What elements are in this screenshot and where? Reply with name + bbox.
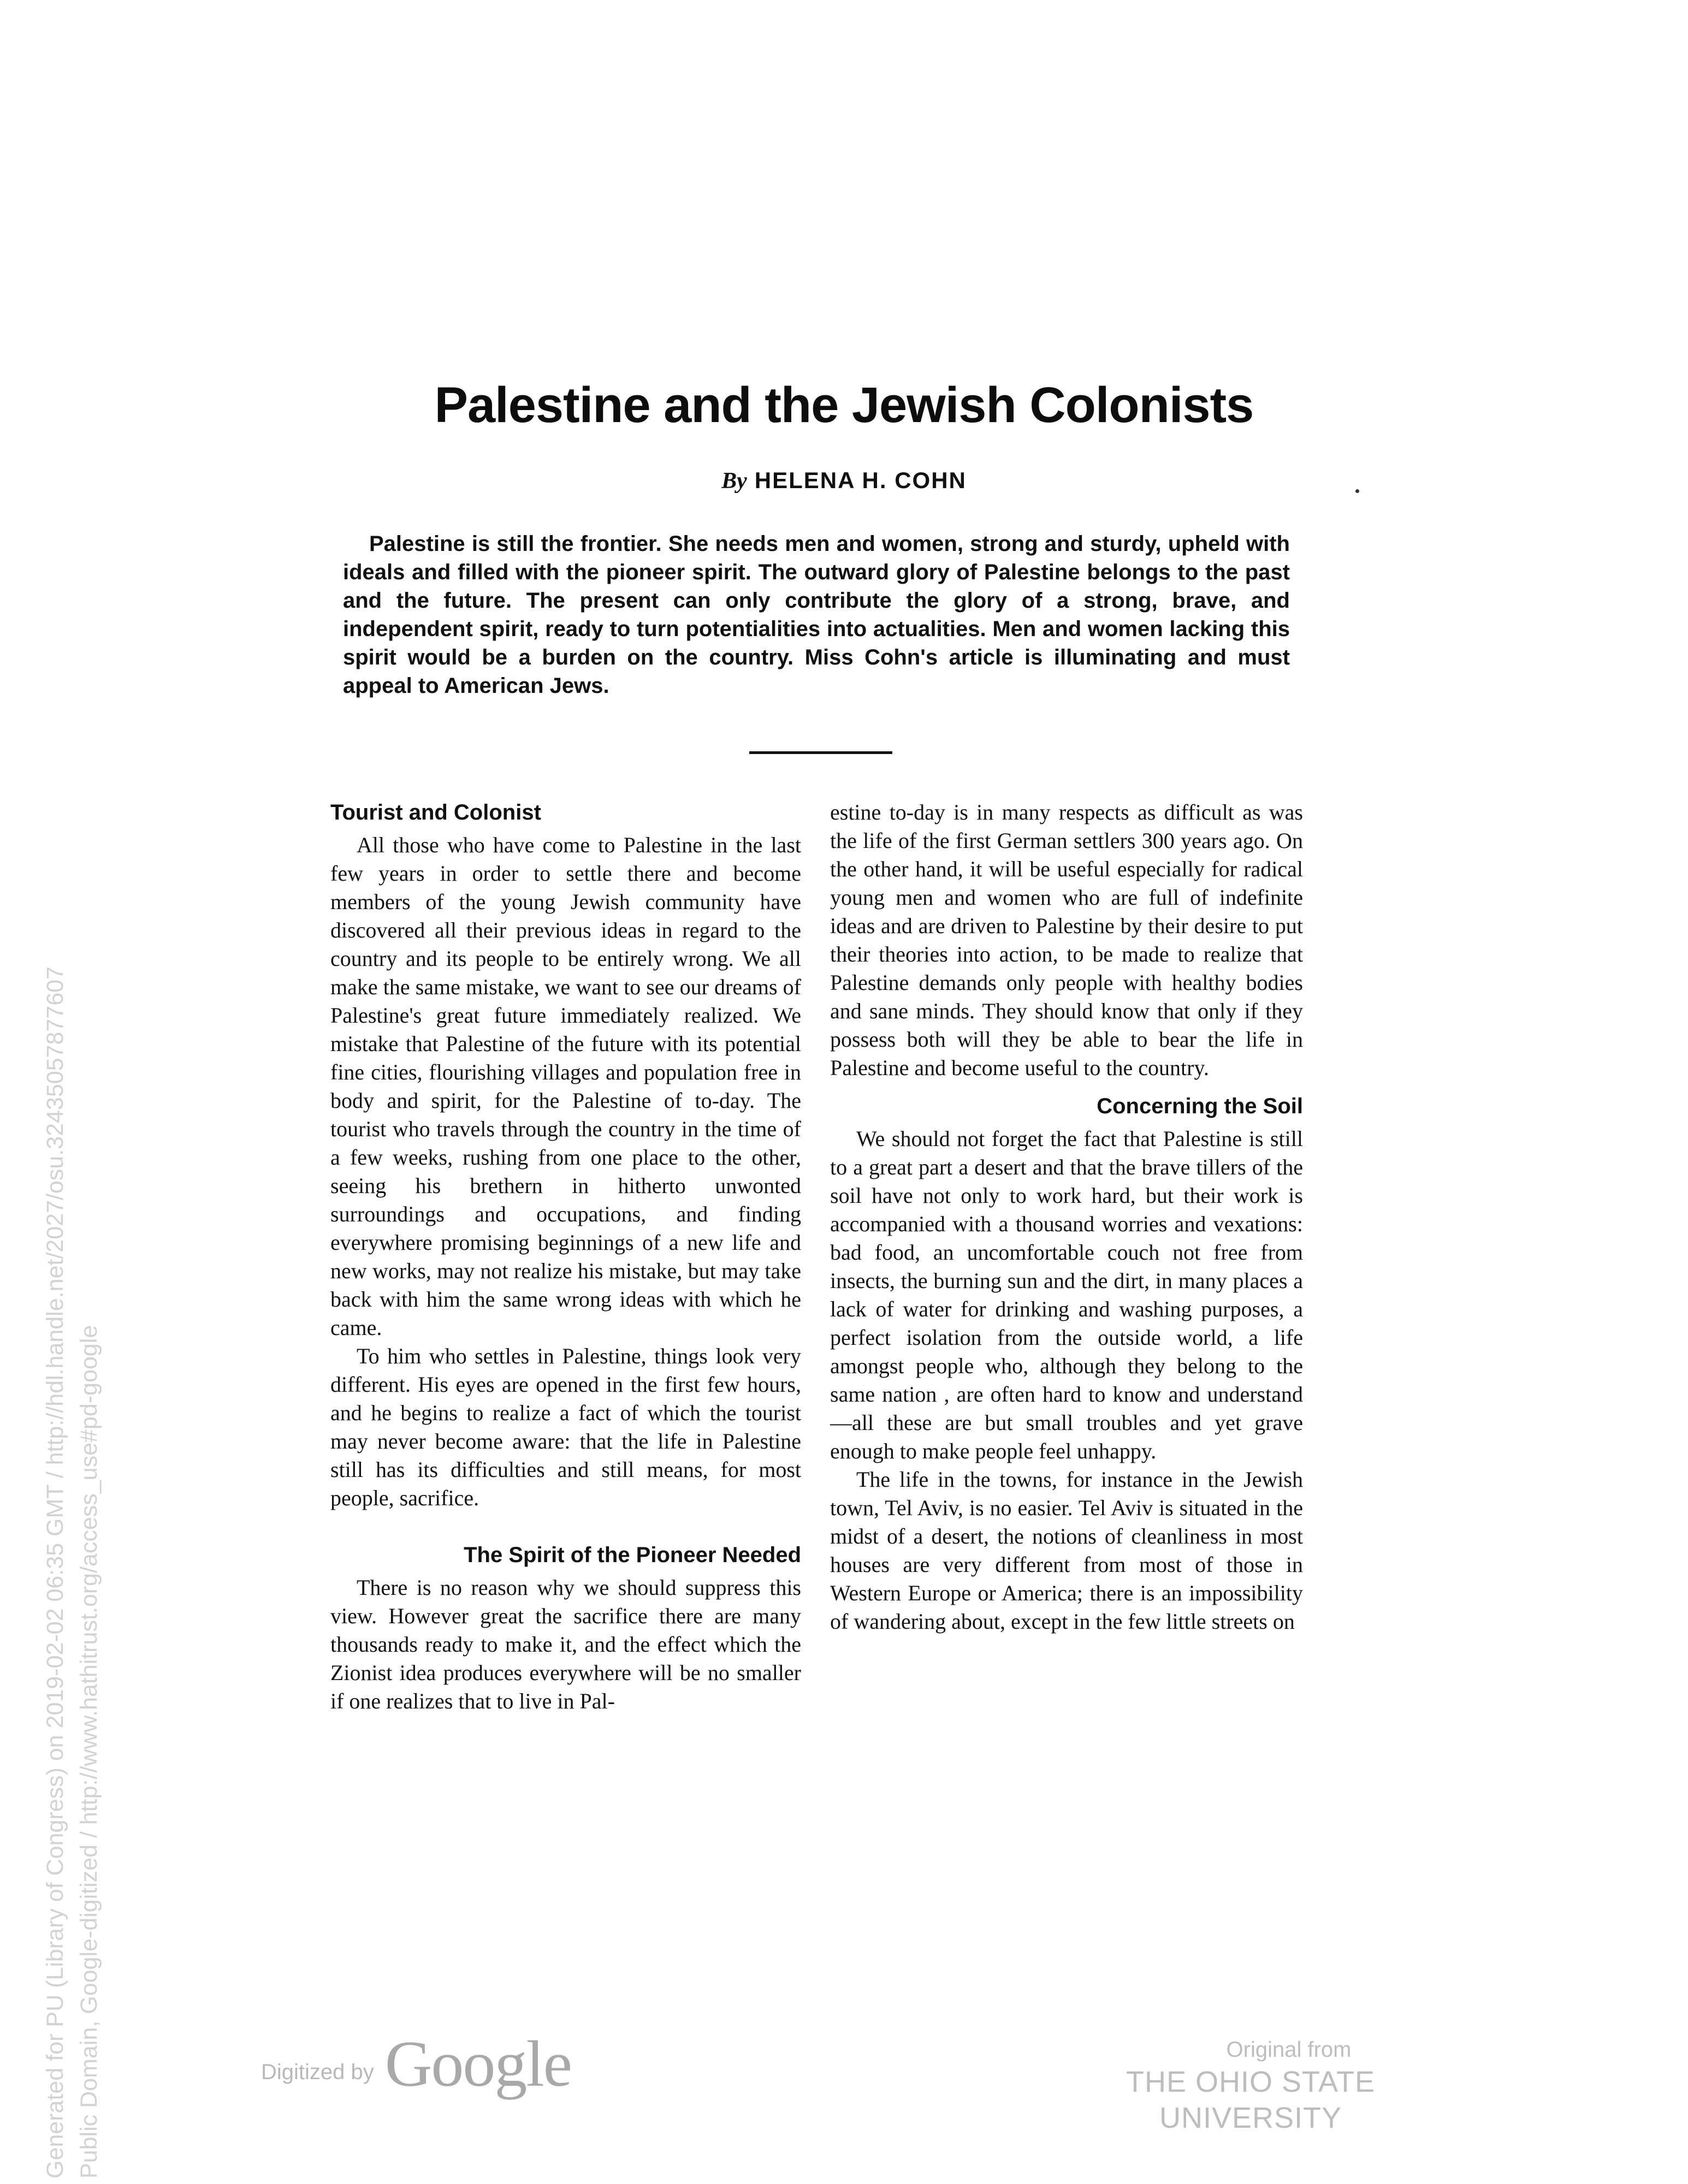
left-column xyxy=(330,798,801,1716)
paragraph-soil: We should not forget the fact that Palestine is still to a great part a desert and that the brave tillers of the soil have not only to work hard, but their work is accompanied with a thousand worries and vexations: bad food, an uncomfortable couch not free from insects, the burning sun and the dirt, in many places a lack of water for drinking and washing purposes, a perfect isolation from the outside world, a life amongst people who, although they belong to the same nation , are often hard to know and understand—all these are but small troubles and yet grave enough to make people feel unhappy. xyxy=(830,1126,1303,1463)
article-intro: Palestine is still the frontier. She needs men and women, strong and sturdy, upheld with ideals and filled with the pioneer spirit. The outward glory of Palestine belongs to the past and the future. The present can only contribute the glory of a strong, brave, and independent spirit, ready to turn potentialities into actualities. Men and women lacking this spirit would be a burden on the country. Miss Cohn's article is illuminating and must appeal to American Jews. xyxy=(343,532,1290,698)
paragraph-pioneer: There is no reason why we should suppress this view. However great the sacrifice there are many thousands ready to make it, and the effect which the Zionist idea produces everywhere will be no smaller if one realizes that to live in Pal- xyxy=(330,1575,801,1713)
article-title: Palestine and the Jewish Colonists xyxy=(434,377,1254,433)
section-divider xyxy=(749,751,892,754)
byline xyxy=(0,467,1688,494)
original-from xyxy=(1038,2035,1464,2136)
paragraph-continued: estine to-day is in many respects as difficult as was the life of the first German settlers 300 years ago. On the other hand, it will be useful especially for radical young men and women who are full of indefinite ideas and are driven to Palestine by their desire to put their theories into action, to be made to realize that Palestine demands only people with healthy bodies and sane minds. They should know that only if they possess both will they be able to bear the life in Palestine and become useful to the country. xyxy=(830,800,1303,1080)
university-name: THE OHIO STATE UNIVERSITY xyxy=(1126,2066,1376,2134)
paragraph-tourist: All those who have come to Palestine in the last few years in order to settle there and become members of the young Jewish community have discovered all their previous ideas in regard to the country and its people to be entirely wrong. We all make the same mistake, we want to see our dreams of Palestine's great future immediately realized. We mistake that Palestine of the future with its potential fine cities, flourishing villages and population free in body and spirit, for the Palestine of to-day. The tourist who travels through the country in the time of a few weeks, rushing from one place to the other, seeing his brethern in hitherto unwonted surroundings and occupations, and finding everywhere promising beginnings of a new life and new works, may not realize his mistake, but may take back with him the same wrong ideas with which he came. xyxy=(330,833,801,1340)
digitized-by-text: Digitized by xyxy=(261,2060,374,2084)
google-logo: Google xyxy=(384,2027,572,2100)
heading-tourist-and-colonist: Tourist and Colonist xyxy=(330,800,541,824)
paragraph-settler: To him who settles in Palestine, things look very different. His eyes are opened in the first few hours, and he begins to realize a fact of which the tourist may never become aware: that the life in Palestine still has its difficulties and still means, for most people, sacrifice. xyxy=(330,1344,801,1510)
watermark-line-1: Generated for PU (Library of Congress) on 2019-02-02 06:35 GMT / http://hdl.handle.net/2027/osu.32435057877607 xyxy=(42,966,68,2179)
right-column xyxy=(830,798,1303,1636)
watermark-line-2: Public Domain, Google-digitized / http://www.hathitrust.org/access_use#pd-google xyxy=(76,1325,102,2179)
heading-concerning-the-soil: Concerning the Soil xyxy=(1097,1094,1303,1118)
byline-by: By xyxy=(721,468,747,494)
byline-author: HELENA H. COHN xyxy=(754,467,967,493)
original-from-text: Original from xyxy=(1226,2038,1352,2062)
digitized-by-google xyxy=(261,2020,572,2100)
hathitrust-watermark xyxy=(38,966,106,2179)
paragraph-towns: The life in the towns, for instance in the Jewish town, Tel Aviv, is no easier. Tel Aviv is situated in the midst of a desert, the notions of cleanliness in most houses are very different from most of those in Western Europe or America; there is an impossibility of wandering about, except in the few little streets on xyxy=(830,1467,1303,1634)
heading-spirit-of-pioneer: The Spirit of the Pioneer Needed xyxy=(464,1543,801,1567)
stray-dot xyxy=(1355,489,1359,493)
